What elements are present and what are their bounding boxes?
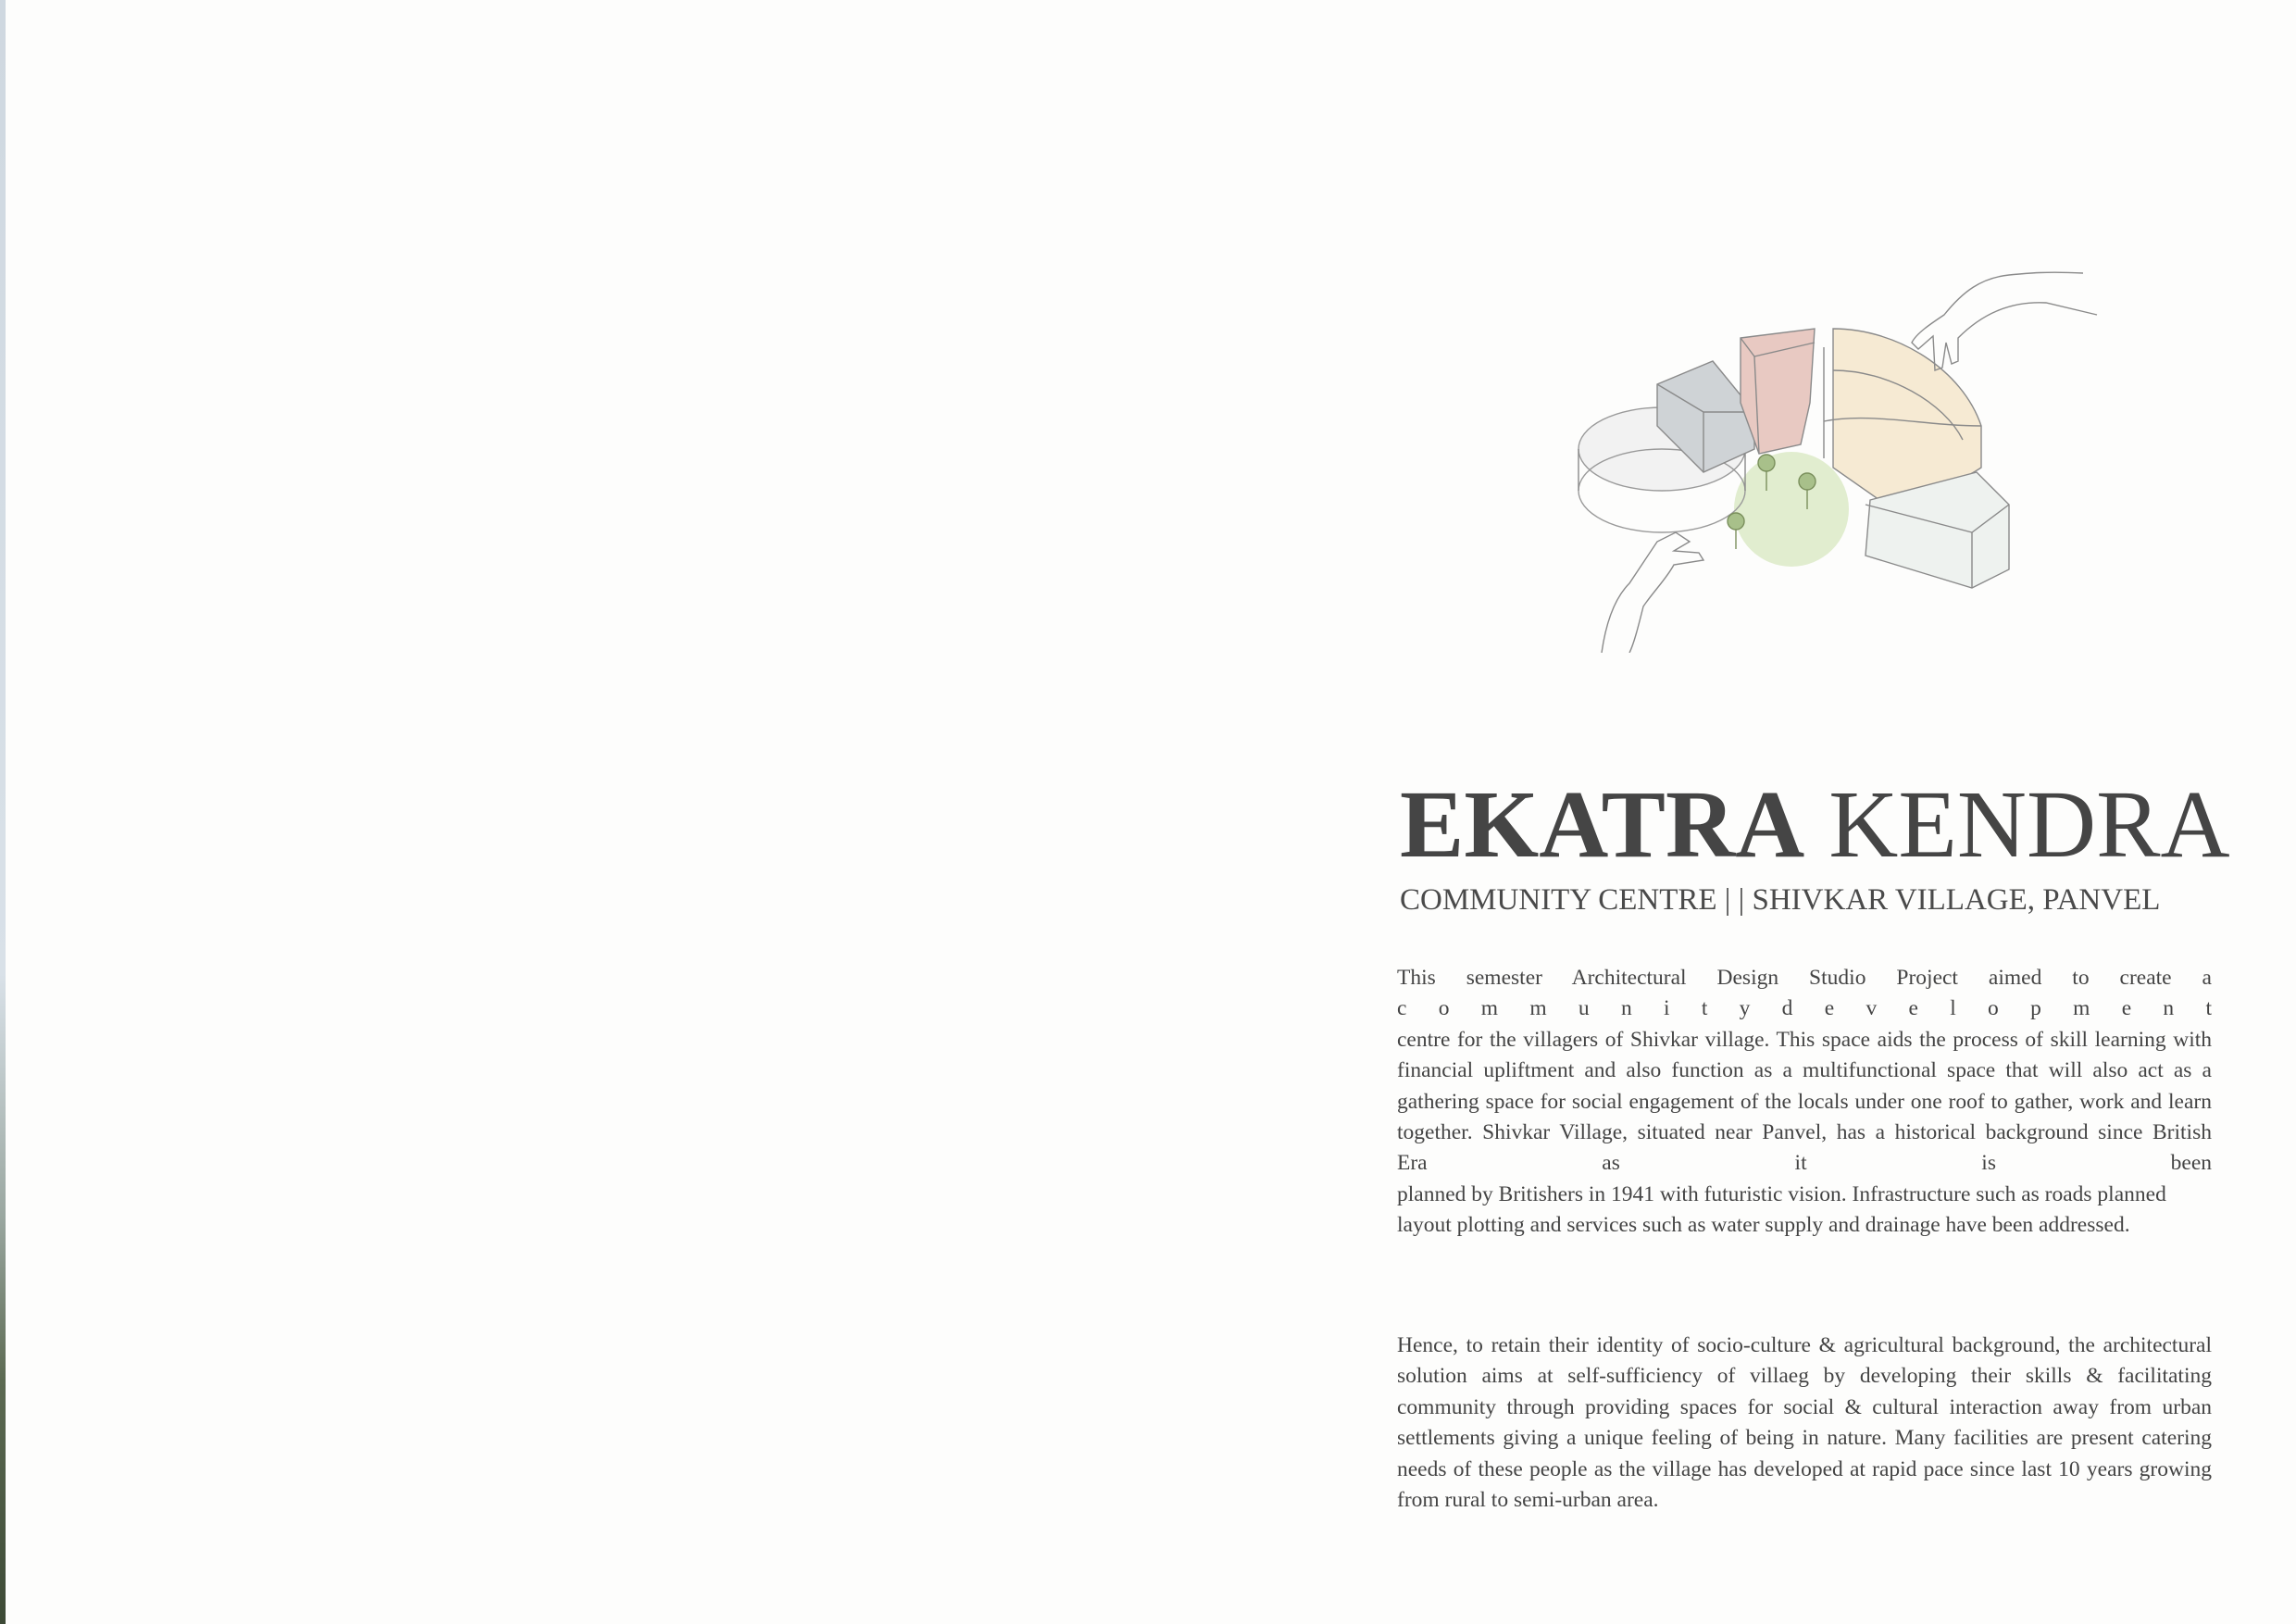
project-title <box>1400 771 2233 878</box>
title-block <box>1400 771 2233 918</box>
project-subtitle: COMMUNITY CENTRE | | SHIVKAR VILLAGE, PANVEL <box>1400 883 2161 917</box>
paragraph-line: This semester Architectural Design Studio Project aimed to create a <box>1397 966 2212 990</box>
paragraph-body: centre for the villagers of Shivkar village. This space aids the process of skill learning with financial upliftment and also function as a multifunctional space that will also act as a gathering space for social engagement of the locals under one roof to gather, work and learn together. Shivkar Village, situated near Panvel, has a historical background since British <box>1397 1027 2212 1145</box>
concept-illustration <box>1565 264 2102 653</box>
paragraph-tail: planned by Britishers in 1941 with futuristic vision. Infrastructure such as roads planned layout plotting and services such as water supply and drainage have been addressed. <box>1397 1181 2166 1238</box>
pink-block <box>1741 329 1815 454</box>
paragraph-line-spaced: c o m m u n i t y d e v e l o p m e n t <box>1397 996 2212 1021</box>
description-paragraph-2: Hence, to retain their identity of socio-culture & agricultural background, the architectural solution aims at self-sufficiency of villaeg by developing their skills & facilitating community through providing spaces for social & cultural interaction away from urban settlements giving a unique feeling of being in nature. Many facilities are present catering needs of these people as the village has developed at rapid pace since last 10 years growing from rural to semi-urban area. <box>1397 1333 2212 1513</box>
hand-top-illustration <box>1912 272 2097 370</box>
paragraph-line-era: Era as it is been <box>1397 1151 2212 1176</box>
hand-bottom-illustration <box>1602 532 1703 653</box>
green-courtyard-circle <box>1734 452 1849 567</box>
description-paragraph-1 <box>1397 963 2212 1242</box>
left-edge-strip <box>0 0 6 1624</box>
title-bold: EKATRA <box>1400 771 1805 878</box>
title-light: KENDRA <box>1828 771 2230 878</box>
